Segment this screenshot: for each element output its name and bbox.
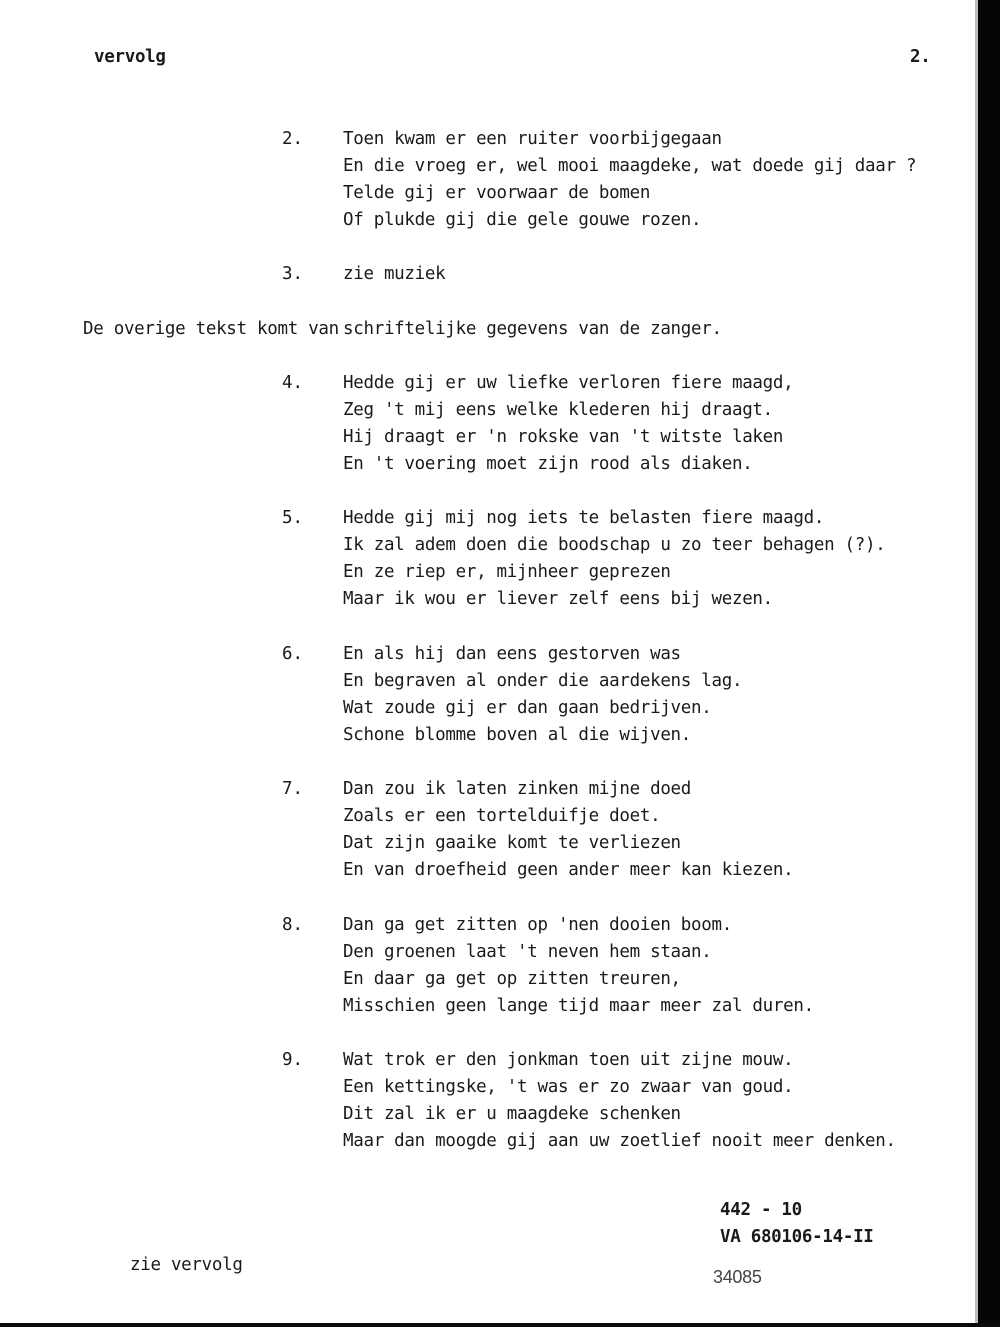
verse-line: Hij draagt er 'n rokske van 't witste laken: [343, 427, 784, 447]
stanza-5: [343, 505, 886, 613]
verse-line: Dat zijn gaaike komt te verliezen: [343, 833, 681, 853]
note-right: schriftelijke gegevens van de zanger.: [343, 319, 722, 339]
verse-line: En begraven al onder die aardekens lag.: [343, 671, 743, 691]
scan-edge-shadow: [975, 0, 978, 1327]
verse-line: Ik zal adem doen die boodschap u zo teer behagen (?).: [343, 535, 886, 555]
verse-line: Wat zoude gij er dan gaan bedrijven.: [343, 698, 712, 718]
verse-line: zie muziek: [343, 264, 446, 284]
stanza-number: 9.: [282, 1050, 304, 1070]
verse-line: Een kettingske, 't was er zo zwaar van goud.: [343, 1077, 794, 1097]
stamp-number: 34085: [713, 1267, 762, 1287]
verse-line: Schone blomme boven al die wijven.: [343, 725, 692, 745]
verse-line: Dan ga get zitten op 'nen dooien boom.: [343, 915, 732, 935]
verse-line: Hedde gij mij nog iets te belasten fiere maagd.: [343, 508, 825, 528]
verse-line: En als hij dan eens gestorven was: [343, 644, 681, 664]
stanza-4: [343, 370, 793, 478]
stanza-number: 2.: [282, 129, 304, 149]
stanza-2: [343, 126, 916, 234]
verse-line: En daar ga get op zitten treuren,: [343, 969, 681, 989]
verse-line: En van droefheid geen ander meer kan kiezen.: [343, 860, 794, 880]
verse-line: En die vroeg er, wel mooi maagdeke, wat doede gij daar ?: [343, 156, 917, 176]
verse-line: En ze riep er, mijnheer geprezen: [343, 562, 671, 582]
verse-line: Maar dan moogde gij aan uw zoetlief nooit meer denken.: [343, 1131, 896, 1151]
page-number: 2.: [910, 47, 931, 67]
verse-line: Dit zal ik er u maagdeke schenken: [343, 1104, 681, 1124]
note-left: De overige tekst komt van: [83, 319, 339, 339]
archive-code: 442 - 10: [720, 1200, 802, 1220]
stanza-number: 8.: [282, 915, 304, 935]
stanza-3: [343, 261, 445, 288]
scan-edge-bottom: [0, 1323, 1000, 1327]
verse-line: Zoals er een tortelduifje doet.: [343, 806, 661, 826]
verse-line: Toen kwam er een ruiter voorbijgegaan: [343, 129, 722, 149]
stanza-number: 6.: [282, 644, 304, 664]
stanza-number: 3.: [282, 264, 304, 284]
verse-line: Maar ik wou er liever zelf eens bij wezen.: [343, 589, 773, 609]
stanza-8: [343, 912, 814, 1020]
verse-line: Telde gij er voorwaar de bomen: [343, 183, 651, 203]
stanza-6: [343, 641, 742, 749]
stanza-number: 4.: [282, 373, 304, 393]
verse-line: Den groenen laat 't neven hem staan.: [343, 942, 712, 962]
verse-line: Dan zou ik laten zinken mijne doed: [343, 779, 692, 799]
verse-line: Of plukde gij die gele gouwe rozen.: [343, 210, 702, 230]
verse-line: En 't voering moet zijn rood als diaken.: [343, 454, 753, 474]
stanza-7: [343, 776, 793, 884]
archive-id: VA 680106-14-II: [720, 1227, 874, 1247]
verse-line: Hedde gij er uw liefke verloren fiere maagd,: [343, 373, 794, 393]
footer-zie-vervolg: zie vervolg: [130, 1255, 243, 1275]
verse-line: Wat trok er den jonkman toen uit zijne mouw.: [343, 1050, 794, 1070]
stanza-number: 5.: [282, 508, 304, 528]
verse-line: Zeg 't mij eens welke klederen hij draagt.: [343, 400, 773, 420]
scan-edge-right: [978, 0, 1000, 1327]
header-vervolg: vervolg: [94, 47, 166, 67]
verse-line: Misschien geen lange tijd maar meer zal duren.: [343, 996, 814, 1016]
stanza-9: [343, 1047, 896, 1155]
stanza-number: 7.: [282, 779, 304, 799]
